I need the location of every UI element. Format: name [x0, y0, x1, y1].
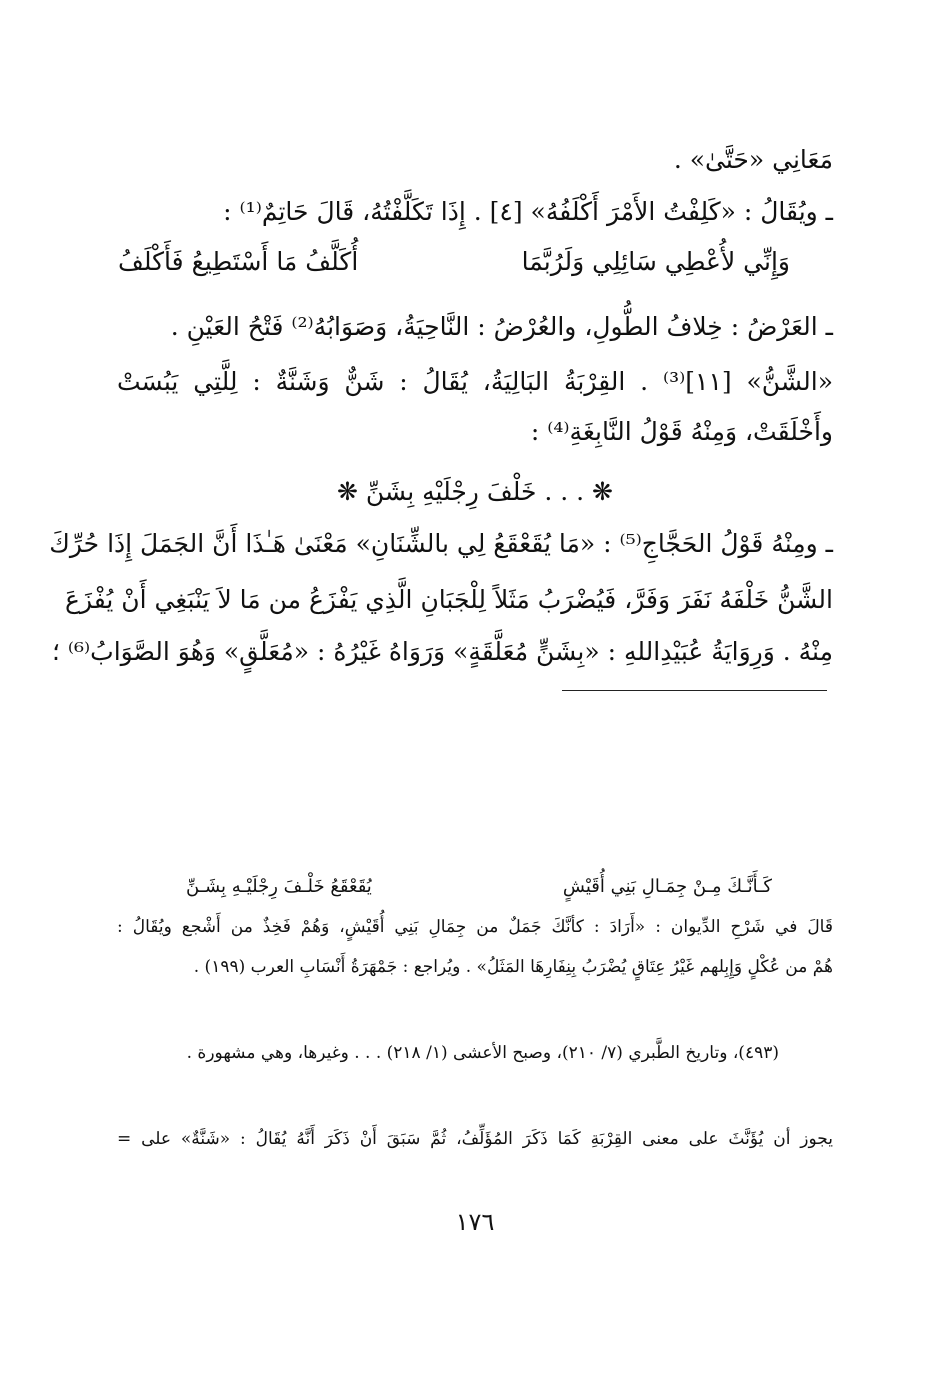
footnote-4-continuation-1: قَالَ في شَرْحِ الدِّيوان : «أَرَادَ : كأنَّكَ جَمَلٌ من جِمَالِ بَنِي أُقَيْشٍ، وَهُمْ فَخِذٌ من أَشْجع ويُقَالُ :	[117, 917, 833, 937]
footnote-4-continuation-2: هُمْ من عُكْلٍ وَإِبِلهم غَيْرُ عِتَاقٍ يُضْرَبُ بِنِفَارِهَا المَثَلُ» . ويُراجع : جَمْهَرَةُ أَنْسَابِ العرب (١٩٩) .	[193, 957, 833, 977]
footnote-4-verse-right: كَـأَنَّـكَ مِـنْ جِمَـالِ بَنِي أُقَيْشٍ	[562, 876, 772, 897]
page-number: ١٧٦	[455, 1208, 495, 1236]
footnote-separator-rule	[562, 690, 827, 691]
footnote-4-verse-left: يُقَعْقَعُ خَلْـفَ رِجْلَيْـهِ بِشَـنِّ	[186, 876, 372, 897]
body-line-6: وأَخْلَقَتْ، وَمِنْهُ قَوْلُ النَّابِغَةِ⁽⁴⁾ :	[530, 417, 833, 446]
body-line-9: الشَّنُّ خَلْفَهُ نَفَرَ وَفَرَّ، فَيُضْرَبُ مَثَلاً لِلْجَبَانِ الَّذِي يَفْزَعُ من مَا لاَ يَنْبَغِي أَنْ يُفْزَعَ	[65, 585, 833, 614]
body-line-1: مَعَانِي «حَتَّىٰ» .	[673, 145, 833, 174]
body-line-8: ـ ومِنْهُ قَوْلُ الحَجَّاجِ⁽⁵⁾ : «مَا يُقَعْقَعُ لِي بالشِّنَانِ» مَعْنَىٰ هَـٰذَا أَنَّ الجَمَلَ إِذَا حُرِّكَ	[49, 529, 833, 558]
footnote-5-continuation: (٤٩٣)، وتاريخ الطَّبري (٧/ ٢١٠)، وصبح الأعشى (١/ ٢١٨) . . . وغيرها، وهي مشهورة .	[186, 1043, 779, 1063]
verse-2-fragment: ❋ . . . خَلْفَ رِجْلَيْهِ بِشَنِّ ❋	[336, 477, 613, 506]
body-line-2: ـ ويُقَالُ : «كَلِفْتُ الأَمْرَ أَكْلَفُهُ» [٤] . إِذَا تَكَلَّفْتُهُ، قَالَ حَاتِمٌ⁽¹⁾ :	[223, 197, 833, 226]
verse-1-right-hemistich: وَإِنِّي لأُعْطِي سَائِلِي وَلَرُبَّمَا	[521, 247, 790, 276]
body-line-5: «الشَّنُّ» [١١]⁽³⁾ . القِرْبَةُ البَالِيَةُ، يُقَالُ : شَنٌّ وَشَنَّةٌ : لِلَّتِي يَبُسَتْ	[117, 367, 833, 396]
verse-1-left-hemistich: أُكَلَّفُ مَا أَسْتَطِيعُ فَأَكْلَفُ	[118, 247, 359, 276]
body-line-10: مِنْهُ . وَرِوَايَةُ عُبَيْدِاللهِ : «بِشَنٍّ مُعَلَّقَةٍ» وَرَوَاهُ غَيْرُهُ : «مُعَلَّقٍ» وَهُوَ الصَّوَابُ⁽⁶⁾ ؛	[51, 637, 833, 666]
footnote-6-continuation: يجوز أن يُؤَنَّثَ على معنى القِرْبَةِ كَمَا ذَكَرَ المُؤَلِّفُ، ثُمَّ سَبَقَ أَنْ ذَكَرَ أَنَّهُ يُقَالُ : «شَنَّةٌ» على =	[117, 1129, 833, 1149]
body-line-4: ـ العَرْضُ : خِلافُ الطُّولِ، والعُرْضُ : النَّاحِيَةُ، وَصَوَابُهُ⁽²⁾ فَتْحُ العَيْنِ .	[170, 312, 833, 341]
